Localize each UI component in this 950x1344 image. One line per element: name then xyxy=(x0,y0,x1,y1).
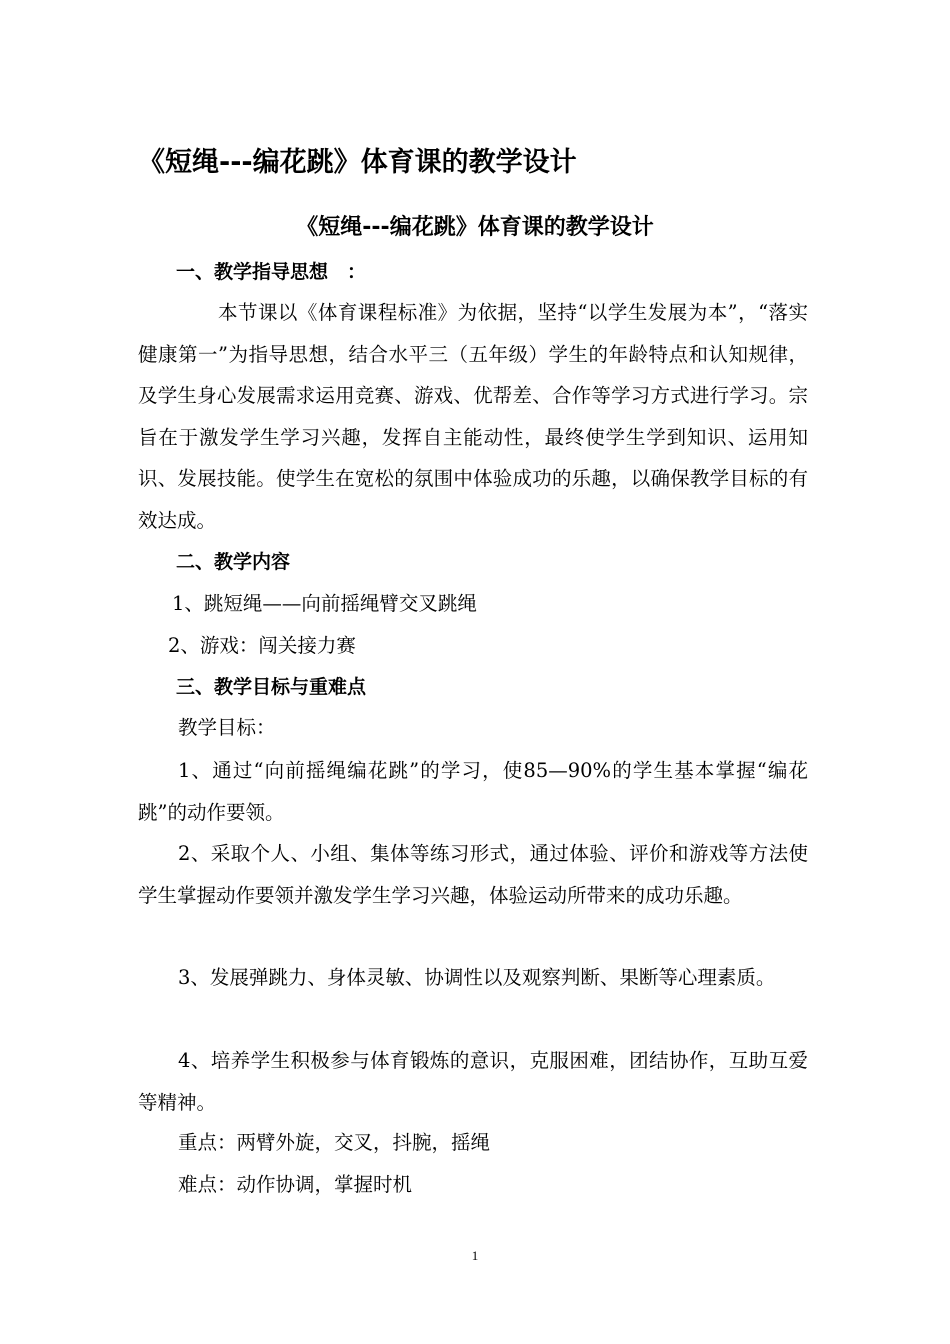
goal-item-2: 2、采取个人、小组、集体等练习形式，通过体验、评价和游戏等方法使学生掌握动作要领并激发学生学习兴趣，体验运动所带来的成功乐趣。 xyxy=(138,842,808,907)
goal-item-1: 1、通过“向前摇绳编花跳”的学习，使85—90%的学生基本掌握“编花跳”的动作要领。 xyxy=(138,759,808,824)
document-subtitle: 《短绳---编花跳》体育课的教学设计 xyxy=(296,215,654,240)
goal-item-3: 3、发展弹跳力、身体灵敏、协调性以及观察判断、果断等心理素质。 xyxy=(178,966,776,989)
section-heading-content: 二、教学内容 xyxy=(176,551,291,573)
section-heading-goals: 三、教学目标与重难点 xyxy=(176,676,367,698)
key-point: 重点：两臂外旋，交叉，抖腕，摇绳 xyxy=(178,1131,491,1154)
goals-label: 教学目标： xyxy=(178,716,276,739)
guiding-ideology-paragraph: 本节课以《体育课程标准》为依据，坚持“以学生发展为本”，“落实健康第一”为指导思想，结合水平三（五年级）学生的年龄特点和认知规律，及学生身心发展需求运用竞赛、游戏、优帮差、合作等学习方式进行学习。宗旨在于激发学生学习兴趣，发挥自主能动性，最终使学生学到知识、运用知识、发展技能。使学生在宽松的氛围中体验成功的乐趣，以确保教学目标的有效达成。 xyxy=(138,301,808,532)
document-title: 《短绳---编花跳》体育课的教学设计 xyxy=(138,147,577,178)
content-item-2: 2、游戏：闯关接力赛 xyxy=(168,634,356,657)
difficulty-point: 难点：动作协调，掌握时机 xyxy=(178,1173,413,1196)
content-item-1: 1、跳短绳——向前摇绳臂交叉跳绳 xyxy=(172,592,477,615)
goal-item-4: 4、培养学生积极参与体育锻炼的意识，克服困难，团结协作，互助互爱等精神。 xyxy=(138,1049,808,1114)
section-heading-guiding-ideology: 一、教学指导思想 ： xyxy=(176,261,367,283)
page-number: 1 xyxy=(471,1248,479,1263)
